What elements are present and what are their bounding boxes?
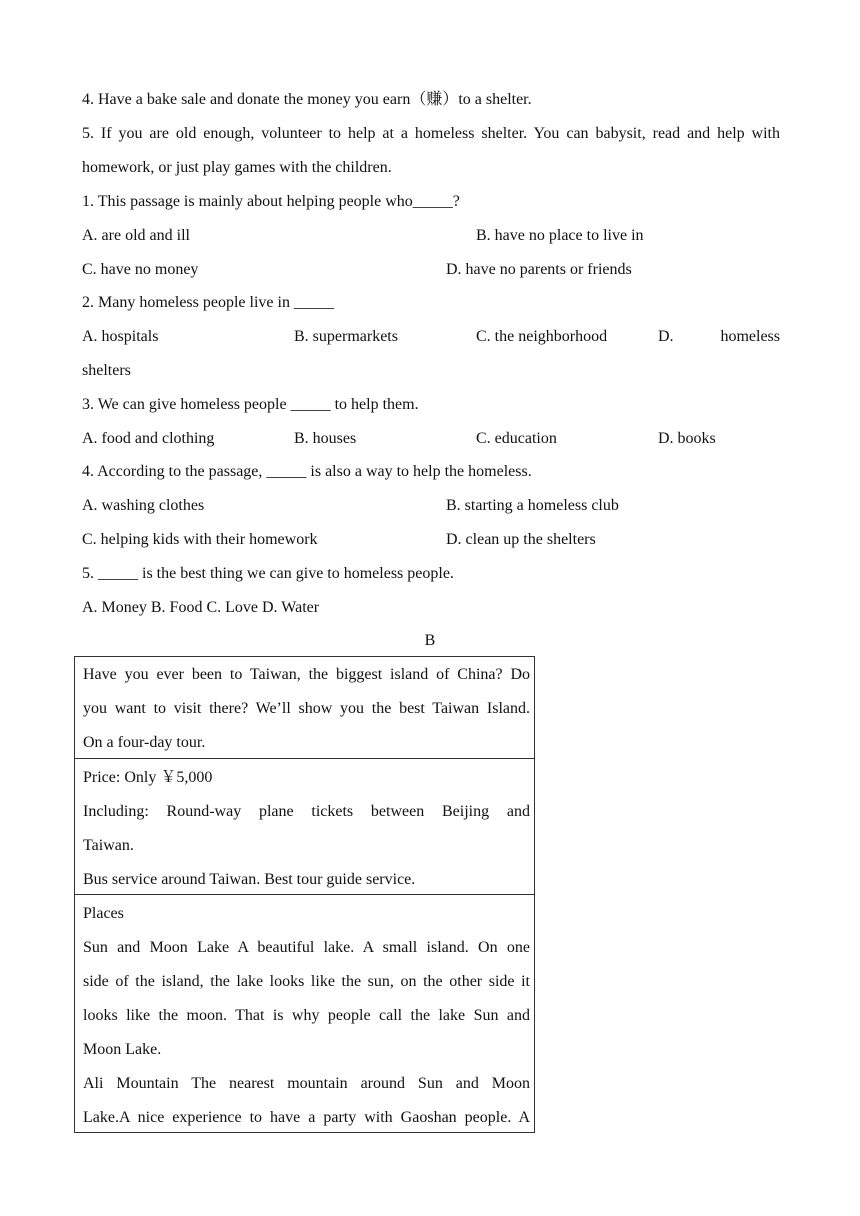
places-line-4: Moon Lake. xyxy=(83,1041,162,1058)
question-1-stem: 1. This passage is mainly about helping people who_____? xyxy=(82,193,460,210)
tip-4: 4. Have a bake sale and donate the money you earn（赚）to a shelter. xyxy=(82,91,532,108)
question-5-options: A. Money B. Food C. Love D. Water xyxy=(82,599,320,616)
places-heading: Places xyxy=(83,905,124,922)
question-1-options-row-2 xyxy=(82,260,780,280)
tour-price-box xyxy=(74,758,535,895)
question-2-option-d-text: homeless xyxy=(720,328,780,345)
question-4-option-b: B. starting a homeless club xyxy=(446,497,619,514)
places-line-5: Ali Mountain The nearest mountain around Sun and Moon xyxy=(83,1075,530,1092)
question-1-options-row-1 xyxy=(82,226,780,246)
question-3-stem: 3. We can give homeless people _____ to help them. xyxy=(82,396,419,413)
question-1-option-b: B. have no place to live in xyxy=(476,227,644,244)
question-4-option-a: A. washing clothes xyxy=(82,497,205,514)
question-2-option-c: C. the neighborhood xyxy=(476,328,608,345)
tip-5-line-1: 5. If you are old enough, volunteer to help at a homeless shelter. You can babysit, read and help with xyxy=(82,125,780,142)
tour-intro-box xyxy=(74,656,535,759)
question-3-option-c: C. education xyxy=(476,430,557,447)
tour-intro-line-2: you want to visit there? We’ll show you the best Taiwan Island. xyxy=(83,700,530,717)
question-4-options-row-1 xyxy=(82,496,780,516)
tour-including-line-2: Taiwan. xyxy=(83,837,134,854)
section-b-heading: B xyxy=(424,632,436,649)
places-line-6: Lake.A nice experience to have a party with Gaoshan people. A xyxy=(83,1109,530,1126)
tour-intro-line-3: On a four-day tour. xyxy=(83,734,206,751)
question-1-option-a: A. are old and ill xyxy=(82,227,190,244)
tour-places-box xyxy=(74,894,535,1133)
question-4-options-row-2 xyxy=(82,530,780,550)
question-2-options-row xyxy=(82,327,780,347)
question-3-option-d: D. books xyxy=(658,430,716,447)
tour-price: Price: Only ￥5,000 xyxy=(83,769,213,786)
tour-intro-line-1: Have you ever been to Taiwan, the biggest island of China? Do xyxy=(83,666,530,683)
tour-including-line-1: Including: Round-way plane tickets between Beijing and xyxy=(83,803,530,820)
tour-bus-service: Bus service around Taiwan. Best tour guide service. xyxy=(83,871,416,888)
places-line-3: looks like the moon. That is why people call the lake Sun and xyxy=(83,1007,530,1024)
question-3-option-a: A. food and clothing xyxy=(82,430,215,447)
places-line-2: side of the island, the lake looks like the sun, on the other side it xyxy=(83,973,530,990)
question-2-option-a: A. hospitals xyxy=(82,328,159,345)
question-2-option-d-continued: shelters xyxy=(82,362,131,379)
question-4-stem: 4. According to the passage, _____ is also a way to help the homeless. xyxy=(82,463,532,480)
question-2-option-d-letter: D. xyxy=(658,328,674,345)
question-4-option-c: C. helping kids with their homework xyxy=(82,531,318,548)
question-2-stem: 2. Many homeless people live in _____ xyxy=(82,294,334,311)
question-5-stem: 5. _____ is the best thing we can give to homeless people. xyxy=(82,565,454,582)
tip-5-line-2: homework, or just play games with the children. xyxy=(82,159,392,176)
question-1-option-d: D. have no parents or friends xyxy=(446,261,632,278)
question-3-option-b: B. houses xyxy=(294,430,357,447)
question-4-option-d: D. clean up the shelters xyxy=(446,531,596,548)
places-line-1: Sun and Moon Lake A beautiful lake. A small island. On one xyxy=(83,939,530,956)
question-1-option-c: C. have no money xyxy=(82,261,199,278)
question-3-options-row xyxy=(82,429,780,449)
question-2-option-b: B. supermarkets xyxy=(294,328,398,345)
